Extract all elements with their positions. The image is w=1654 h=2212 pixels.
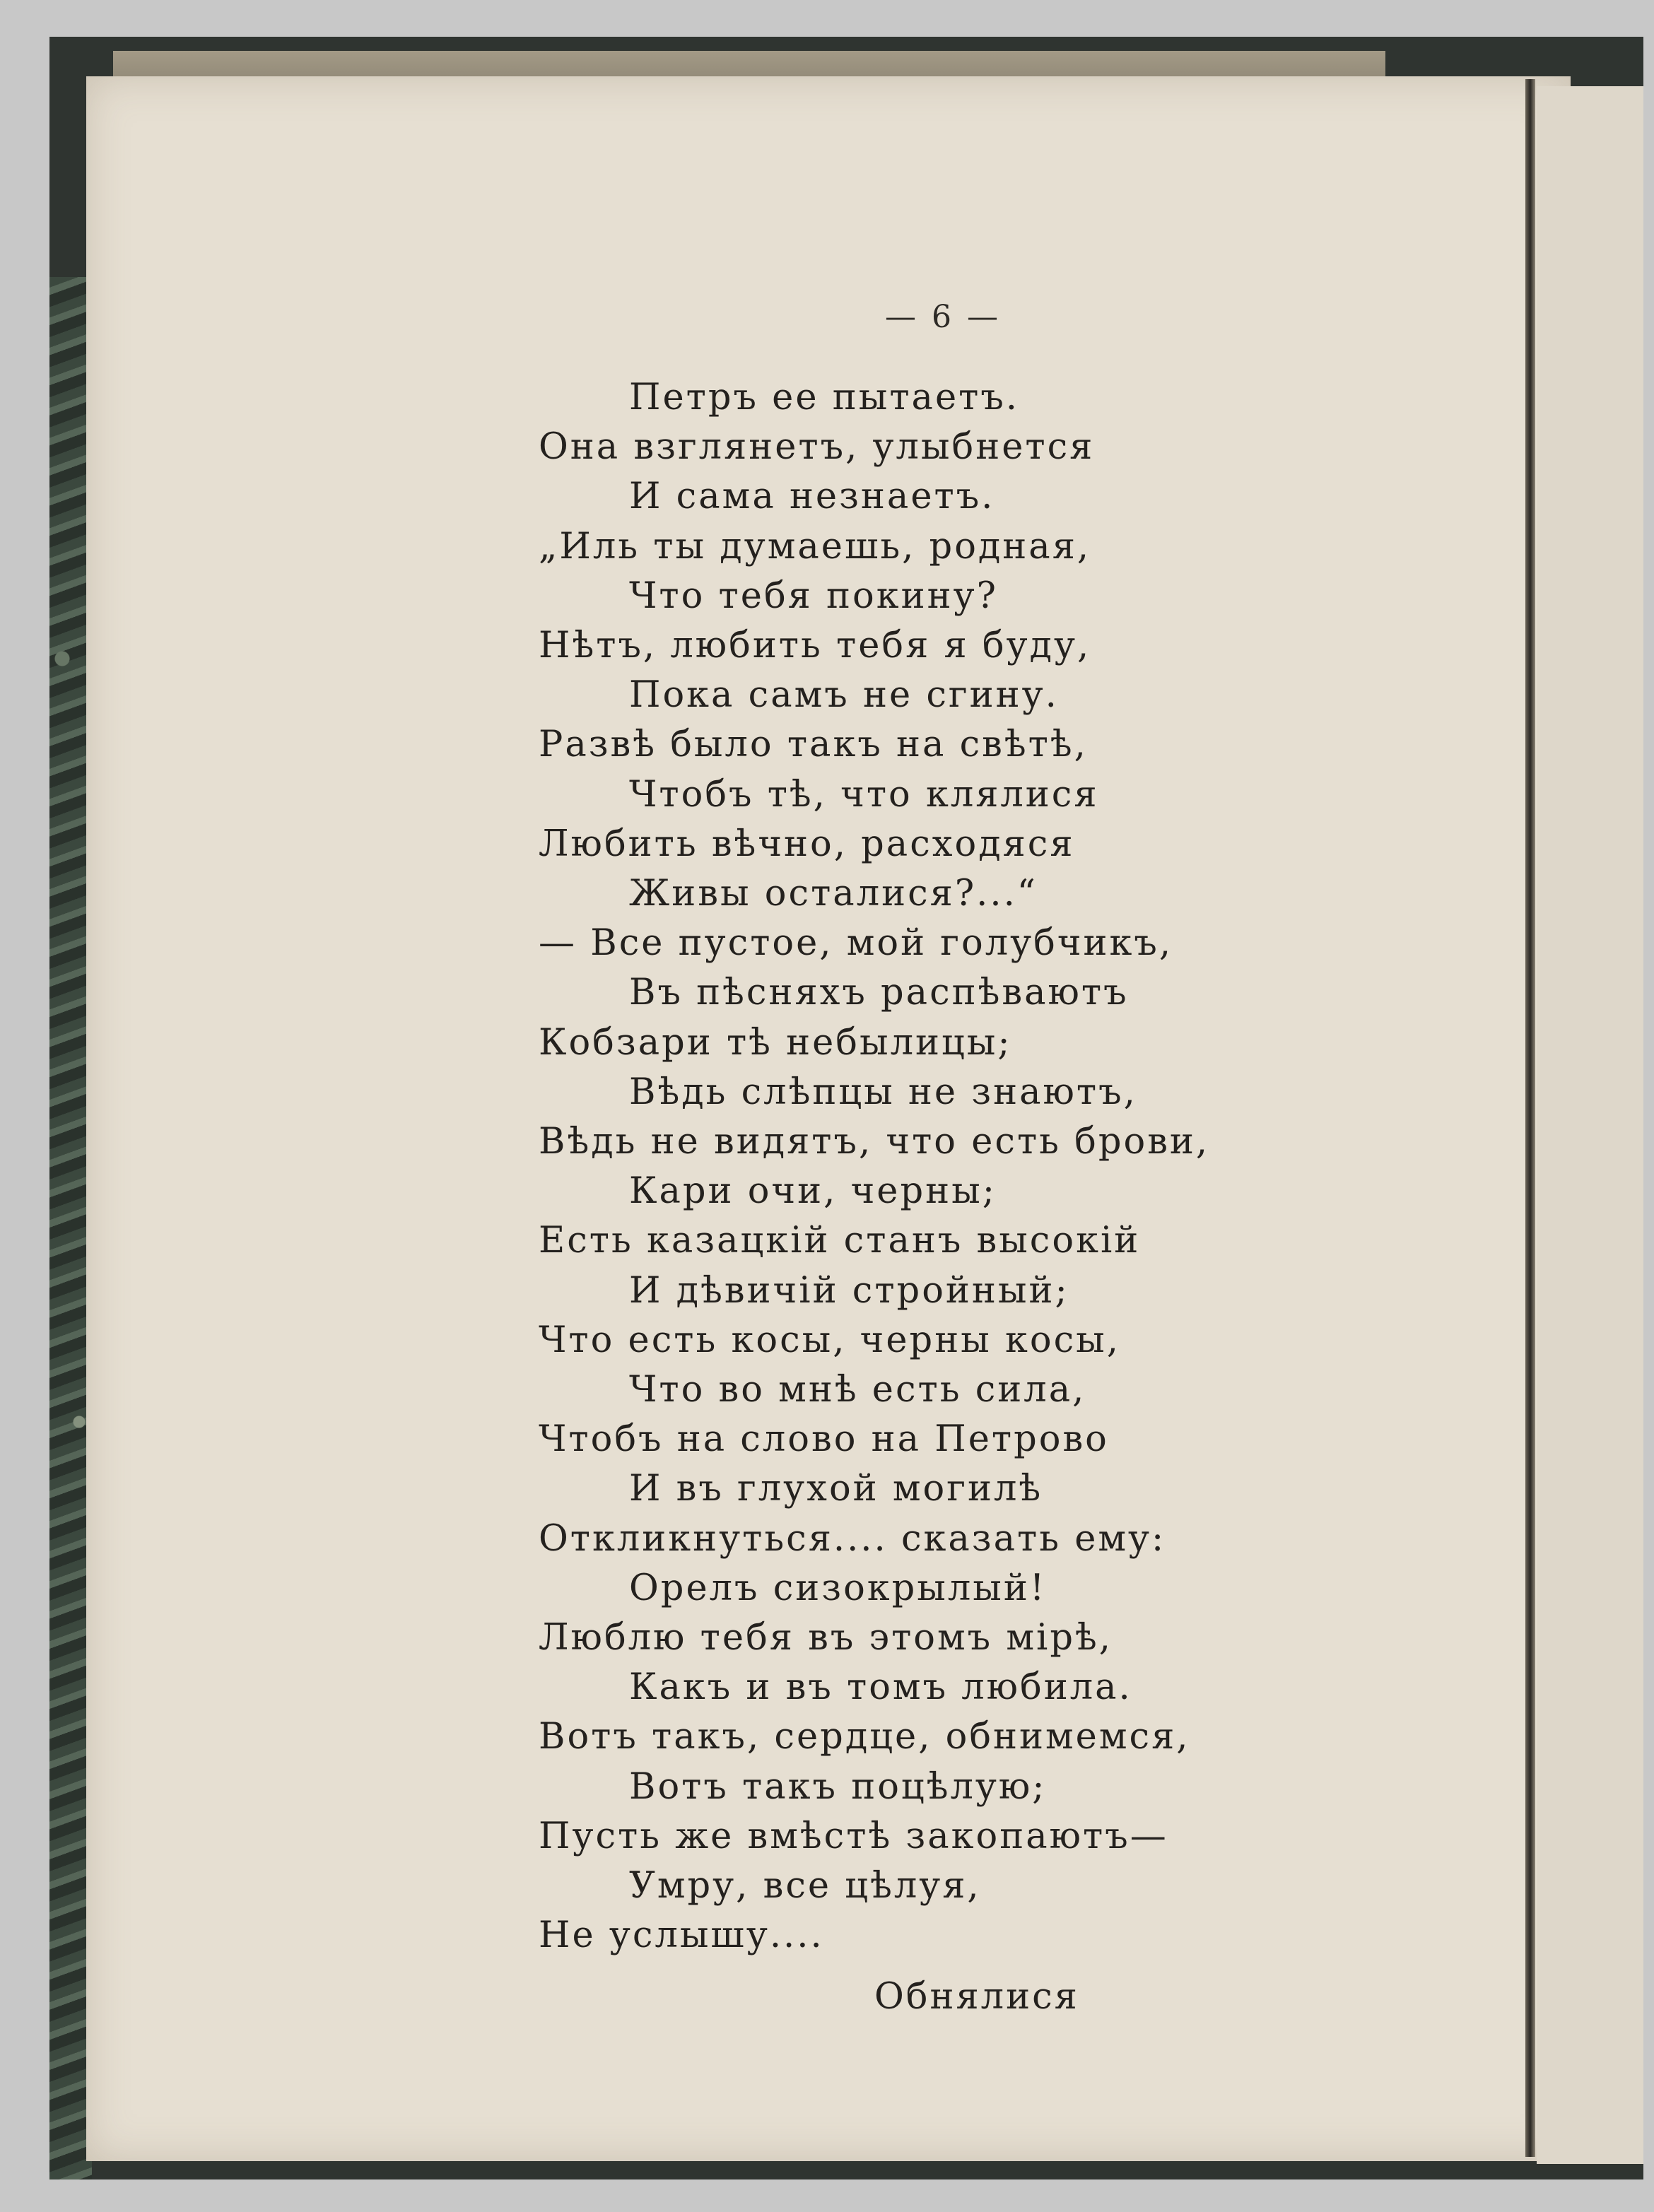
poem-line: Кобзари тѣ небылицы;: [539, 1021, 1012, 1064]
poem-line: Въ пѣсняхъ распѣваютъ: [629, 972, 1129, 1014]
poem-line: „Иль ты думаешь, родная,: [539, 525, 1091, 567]
poem-line: Любить вѣчно, расходяся: [539, 823, 1075, 865]
poem-line: Она взглянетъ, улыбнется: [539, 426, 1095, 469]
poem-line: Какъ и въ томъ любила.: [629, 1666, 1132, 1709]
poem-line: Вотъ такъ поцѣлую;: [629, 1765, 1047, 1808]
book-page: [86, 76, 1571, 2161]
poem-line: Люблю тебя въ этомъ мірѣ,: [539, 1617, 1113, 1659]
poem-line: Что тебя покину?: [629, 575, 998, 617]
poem-line: Вѣдь слѣпцы не знаютъ,: [629, 1071, 1137, 1113]
poem-line: Чтобъ тѣ, что клялися: [629, 773, 1099, 816]
poem-line: Что есть косы, черны косы,: [539, 1319, 1120, 1361]
poem-line: Что во мнѣ есть сила,: [629, 1369, 1086, 1411]
poem-line: И дѣвичій стройный;: [629, 1269, 1069, 1312]
poem-line: Пусть же вмѣстѣ закопаютъ—: [539, 1815, 1168, 1857]
poem-line: Не услышу....: [539, 1914, 824, 1957]
book-gutter: [1525, 79, 1535, 2157]
poem-line: Есть казацкій станъ высокій: [539, 1220, 1141, 1262]
facing-page-edge: [1537, 86, 1643, 2164]
poem-line: — Все пустое, мой голубчикъ,: [539, 922, 1173, 965]
poem-line: Откликнуться.... сказать ему:: [539, 1517, 1166, 1560]
poem-line: Живы осталися?...“: [629, 873, 1038, 915]
poem-line: И сама незнаетъ.: [629, 476, 995, 518]
closing-line: Обнялися: [874, 1976, 1079, 2018]
poem-line: И въ глухой могилѣ: [629, 1468, 1043, 1510]
poem-line: Кари очи, черны;: [629, 1170, 997, 1213]
page-number: — 6 —: [885, 299, 1001, 335]
scanned-book-spread: [49, 37, 1643, 2179]
poem-line: Нѣтъ, любить тебя я буду,: [539, 625, 1091, 667]
marbled-cover-edge: [49, 277, 92, 2179]
poem-line: Петръ ее пытаетъ.: [629, 377, 1020, 418]
poem-body: [539, 373, 1209, 1961]
poem-line: Орелъ сизокрылый!: [629, 1567, 1047, 1609]
poem-line: Развѣ было такъ на свѣтѣ,: [539, 724, 1088, 766]
poem-line: Умру, все цѣлуя,: [629, 1865, 981, 1907]
poem-line: Пока самъ не сгину.: [629, 674, 1059, 717]
poem-line: Чтобъ на слово на Петрово: [539, 1418, 1109, 1461]
poem-line: Вотъ такъ, сердце, обнимемся,: [539, 1716, 1190, 1758]
poem-line: Вѣдь не видятъ, что есть брови,: [539, 1121, 1210, 1163]
